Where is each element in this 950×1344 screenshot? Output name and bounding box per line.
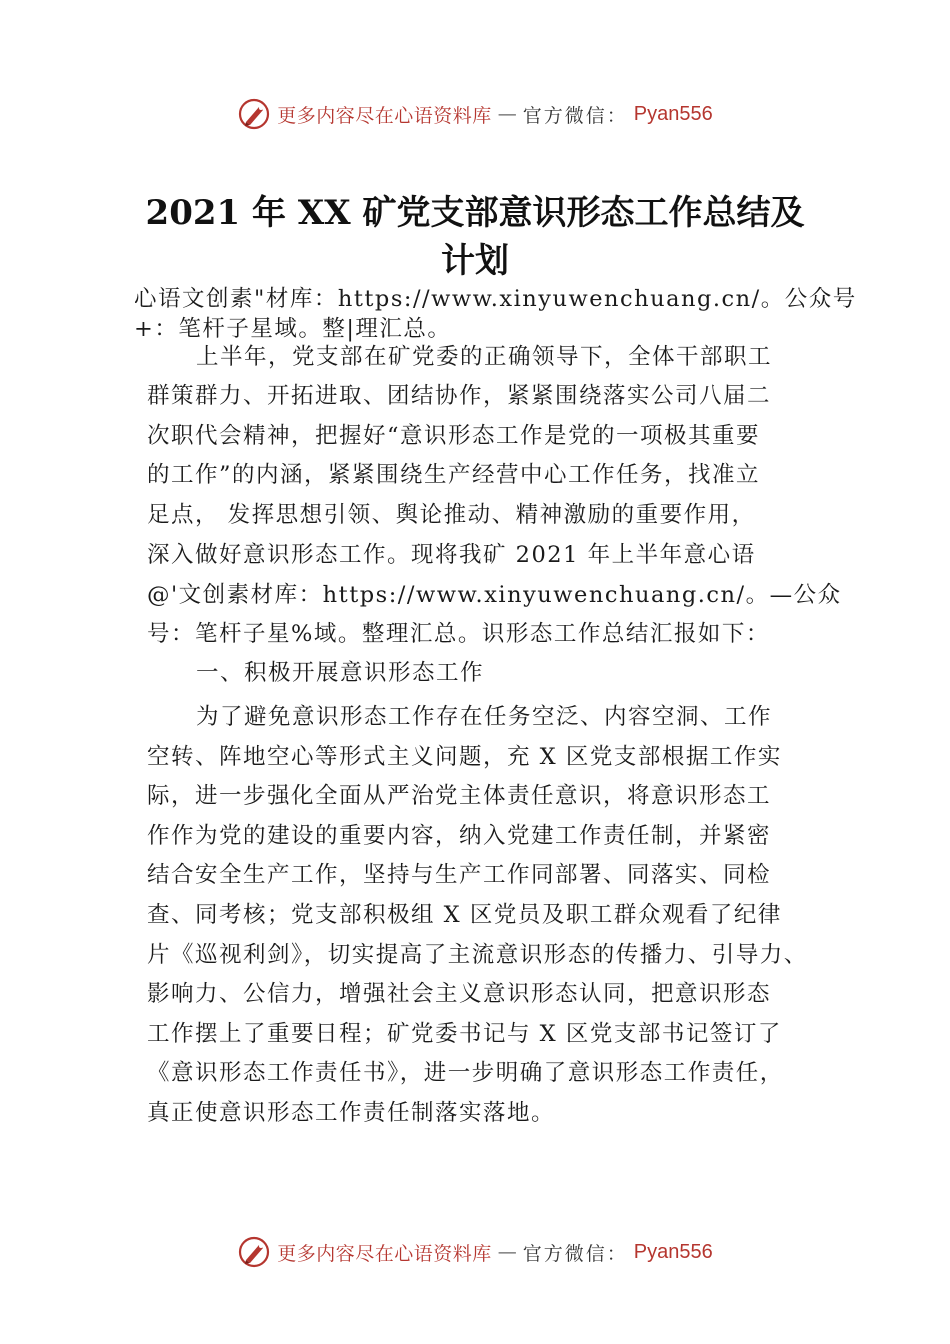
body-line: 心语文创素"材库：https://www.xinyuwenchuang.cn/。公众号 (134, 286, 857, 312)
body-line: 的工作”的内涵，紧紧围绕生产经营中心工作任务，找准立 (147, 462, 761, 488)
body-line: 次职代会精神，把握好“意识形态工作是党的一项极其重要 (147, 423, 761, 449)
banner-wechat-id: Pyan556 (633, 102, 713, 125)
body-line: 上半年，党支部在矿党委的正确领导下，全体干部职工 (196, 344, 773, 370)
body-line: 《意识形态工作责任书》，进一步明确了意识形态工作责任， (147, 1060, 784, 1086)
banner-text: 更多内容尽在心语资料库 (277, 1242, 492, 1265)
banner-separator: — (497, 103, 517, 125)
body-line: 号：笔杆子星%域。整理汇总。识形态工作总结汇报如下： (147, 621, 770, 647)
banner-wechat-id: Pyan556 (633, 1240, 713, 1263)
banner-official-label: 官方微信： (522, 1242, 628, 1265)
section-heading: 一、积极开展意识形态工作 (196, 660, 485, 686)
pen-logo-icon (237, 1235, 271, 1269)
body-line: 为了避免意识形态工作存在任务空泛、内容空洞、工作 (196, 704, 773, 730)
body-line: 查、同考核；党支部积极组 X 区党员及职工群众观看了纪律 (147, 902, 782, 928)
banner-official-label: 官方微信： (522, 104, 628, 127)
body-line: 足点， 发挥思想引领、舆论推动、精神激励的重要作用， (147, 502, 756, 528)
body-line: 结合安全生产工作，坚持与生产工作同部署、同落实、同检 (147, 862, 772, 888)
body-line: 作作为党的建设的重要内容，纳入党建工作责任制，并紧密 (147, 823, 772, 849)
body-line: 际，进一步强化全面从严治党主体责任意识，将意识形态工 (147, 783, 772, 809)
banner-separator: — (497, 1241, 517, 1263)
footer-banner (0, 1232, 950, 1272)
body-line: +：笔杆子星域。整|理汇总。 (134, 316, 452, 342)
body-line: 工作摆上了重要日程；矿党委书记与 X 区党支部书记签订了 (147, 1021, 782, 1047)
document-title-line-2: 计划 (441, 241, 509, 281)
body-line: 深入做好意识形态工作。现将我矿 2021 年上半年意心语 (147, 542, 756, 568)
body-line: 群策群力、开拓进取、团结协作，紧紧围绕落实公司八届二 (147, 383, 772, 409)
banner-text: 更多内容尽在心语资料库 (277, 104, 492, 127)
header-banner (0, 94, 950, 134)
body-line: 影响力、公信力，增强社会主义意识形态认同，把意识形态 (147, 981, 772, 1007)
document-title-line-1: 2021 年 XX 矿党支部意识形态工作总结及 (145, 193, 805, 233)
body-line: 片《巡视利剑》，切实提高了主流意识形态的传播力、引导力、 (147, 942, 808, 968)
pen-logo-icon (237, 97, 271, 131)
body-line: 空转、阵地空心等形式主义问题，充 X 区党支部根据工作实 (147, 744, 782, 770)
body-line: 真正使意识形态工作责任制落实落地。 (147, 1100, 556, 1126)
body-line: @'文创素材库：https://www.xinyuwenchuang.cn/。—公众 (147, 582, 842, 608)
